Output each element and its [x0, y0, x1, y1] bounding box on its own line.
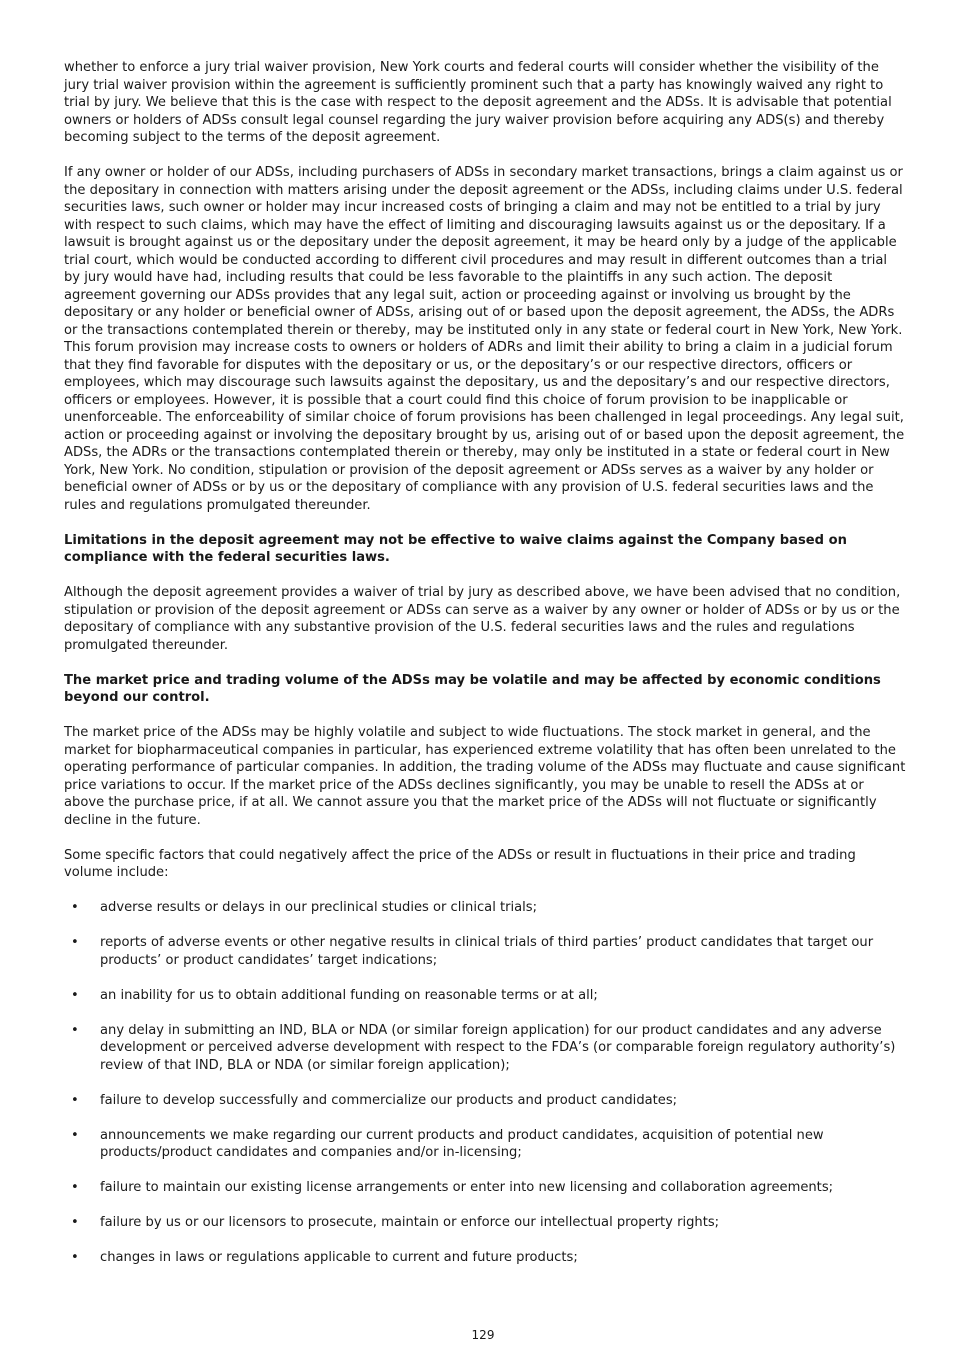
list-item-text: failure by us or our licensors to prosecute, maintain or enforce our intellectual property rights; [100, 1215, 720, 1230]
list-item [64, 987, 906, 1005]
list-item-text: an inability for us to obtain additional funding on reasonable terms or at all; [100, 987, 598, 1003]
list-item [64, 1214, 906, 1232]
list-item [64, 1179, 906, 1197]
bullet-icon: • [71, 1250, 79, 1265]
bullet-icon: • [71, 900, 79, 915]
page-content [64, 59, 906, 1284]
list-item-text: failure to maintain our existing license arrangements or enter into new licensing and collaboration agreements; [100, 1180, 834, 1195]
list-item-text: announcements we make regarding our current products and product candidates, acquisition of potential new products/product candidates and companies and/or in-licensing; [100, 1127, 824, 1160]
bullet-icon: • [71, 1215, 79, 1230]
paragraph-factors-intro: Some specific factors that could negatively affect the price of the ADSs or result in fluctuations in their price and trading volume include: [64, 847, 856, 880]
bullet-icon: • [71, 1127, 79, 1143]
bullet-icon: • [71, 1180, 79, 1195]
list-item [64, 934, 906, 969]
page-number: 129 [471, 1328, 495, 1342]
list-item-text: failure to develop successfully and commercialize our products and product candidates; [100, 1092, 678, 1108]
list-item [64, 1022, 906, 1075]
bullet-icon: • [71, 1092, 79, 1108]
list-item-text: any delay in submitting an IND, BLA or NDA (or similar foreign application) for our product candidates and any adverse development or perceived adverse development with respect to the FDA’s (or comparable foreign regulatory authority’s) review of that IND, BLA or NDA (or similar foreign application); [100, 1022, 896, 1073]
bullet-icon: • [71, 935, 79, 950]
paragraph-forum-provision: If any owner or holder of our ADSs, including purchasers of ADSs in secondary market transactions, brings a claim against us or the depositary in connection with matters arising under the deposit agreement or the ADSs, including claims under U.S. federal securities laws, such owner or holder may incur increased costs of bringing a claim and may not be entitled to a trial by jury with respect to such claims, which may have the effect of limiting and discouraging lawsuits against us or the depositary. If a lawsuit is brought against us or the depositary under the deposit agreement, it may be heard only by a judge of the applicable trial court, which would be conducted according to different civil procedures and may result in different outcomes than a trial by jury would have had, including results that could be less favorable to the plaintiffs in any such action. The deposit agreement governing our ADSs provides that any legal suit, action or proceeding against or involving us brought by the depositary or any holder or beneficial owner of ADSs, arising out of or based upon the deposit agreement, the ADSs, the ADRs or the transactions contemplated therein or thereby, may be instituted only in any state or federal court in New York, New York. This forum provision may increase costs to owners or holders of ADRs and limit their ability to bring a claim in a judicial forum that they find favorable for disputes with the depositary or us, or the depositary’s or our respective directors, officers or employees, which may discourage such lawsuits against the depositary, us and the depositary’s and our respective directors, officers or employees. However, it is possible that a court could find this choice of forum provision to be inapplicable or unenforceable. The enforceability of similar choice of forum provisions has been challenged in legal proceedings. Any legal suit, action or proceeding against or involving the depositary brought by us, arising out of or based upon the deposit agreement, the ADSs, the ADRs or the transactions contemplated therein or thereby, may only be instituted in a state or federal court in New York, New York. No condition, stipulation or provision of the deposit agreement or ADSs serves as a waiver by any holder or beneficial owner of ADSs or by us or the depositary of compliance with any provision of U.S. federal securities laws and the rules and regulations promulgated thereunder. [64, 165, 905, 513]
paragraph-limitations: Although the deposit agreement provides a waiver of trial by jury as described above, we have been advised that no condition, stipulation or provision of the deposit agreement or ADSs can serve as a waiver by any owner or holder of ADSs or by us or the depositary of compliance with any substantive provision of the U.S. federal securities laws and the rules and regulations promulgated thereunder. [64, 585, 901, 653]
bullet-icon: • [71, 987, 79, 1003]
bullet-icon: • [71, 1022, 79, 1038]
paragraph-market-price: The market price of the ADSs may be highly volatile and subject to wide fluctuations. The stock market in general, and the market for biopharmaceutical companies in particular, has experienced extreme volatility that has often been unrelated to the operating performance of particular companies. In addition, the trading volume of the ADSs may fluctuate and cause significant price variations to occur. If the market price of the ADSs declines significantly, you may be unable to resell the ADSs at or above the purchase price, if at all. We cannot assure you that the market price of the ADSs will not fluctuate or significantly decline in the future. [64, 725, 906, 828]
list-item-text: adverse results or delays in our preclinical studies or clinical trials; [100, 900, 538, 915]
paragraph-jury-waiver: whether to enforce a jury trial waiver provision, New York courts and federal courts will consider whether the visibility of the jury trial waiver provision within the agreement is sufficiently prominent such that a party has knowingly waived any right to trial by jury. We believe that this is the case with respect to the deposit agreement and the ADSs. It is advisable that potential owners or holders of ADSs consult legal counsel regarding the jury waiver provision before acquiring any ADS(s) and thereby becoming subject to the terms of the deposit agreement. [64, 60, 892, 145]
list-item [64, 1092, 906, 1110]
list-item [64, 899, 906, 917]
list-item [64, 1127, 906, 1162]
list-item [64, 1249, 906, 1267]
section-heading-limitations: Limitations in the deposit agreement may not be effective to waive claims against the Company based on compliance with the federal securities laws. [64, 532, 847, 565]
list-item-text: changes in laws or regulations applicable to current and future products; [100, 1250, 578, 1265]
section-heading-market-price: The market price and trading volume of the ADSs may be volatile and may be affected by economic conditions beyond our control. [64, 672, 881, 705]
list-item-text: reports of adverse events or other negative results in clinical trials of third parties’ product candidates that target our products’ or product candidates’ target indications; [100, 935, 874, 968]
factors-list [64, 899, 906, 1267]
